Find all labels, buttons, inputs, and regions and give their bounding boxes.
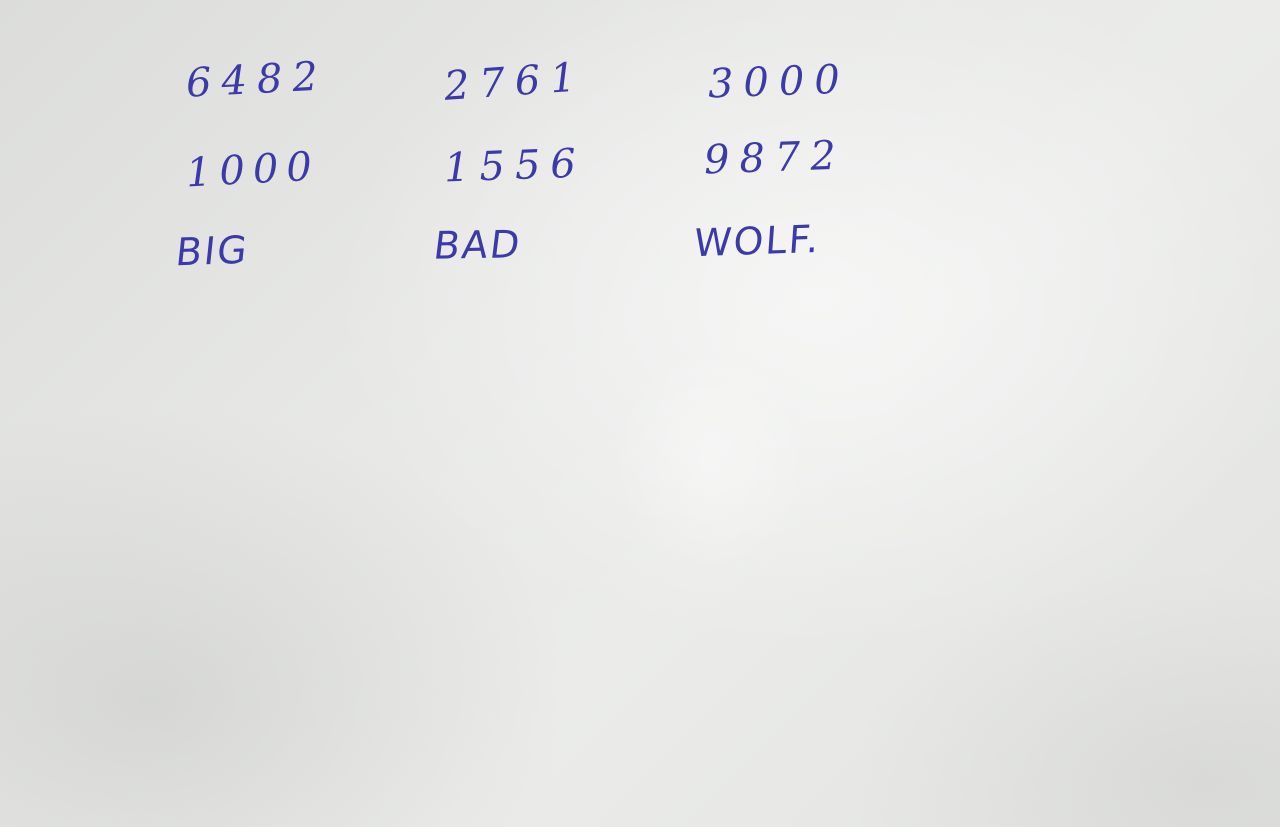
handwritten-word: BIG [173,227,252,275]
handwritten-number: 1556 [443,140,587,192]
paper-crease [560,300,860,620]
handwritten-number: 6482 [184,53,329,107]
handwritten-number: 3000 [707,56,851,108]
handwritten-number: 9872 [703,132,847,184]
handwritten-number: 2761 [442,54,588,110]
handwritten-word: WOLF. [692,216,823,266]
handwritten-number: 1000 [184,143,321,197]
handwritten-word: BAD [431,222,525,268]
